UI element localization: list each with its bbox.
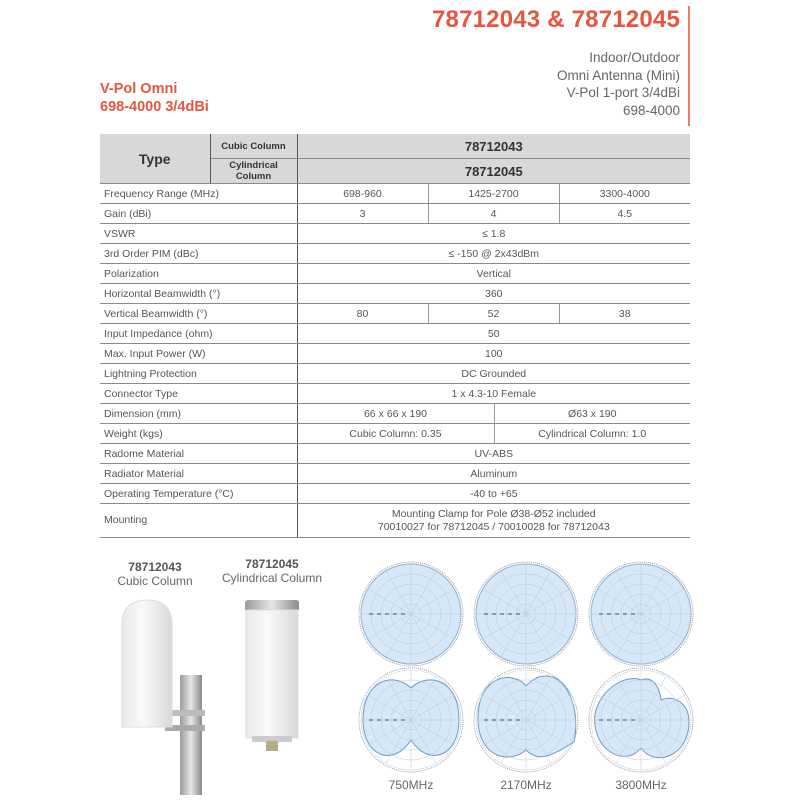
spec-label: Connector Type [100, 384, 297, 404]
product-name: Cubic Column [117, 574, 193, 588]
type-header: Type [100, 134, 210, 184]
vertical-pattern-plot [470, 664, 582, 776]
spec-row [100, 384, 690, 404]
spec-value [297, 504, 690, 538]
product-part-number: 78712043 [128, 560, 182, 574]
spec-value: DC Grounded [297, 364, 690, 384]
spec-value: Vertical [297, 264, 690, 284]
pattern-frequency-label: 750MHz [388, 778, 434, 792]
spec-value: 3300-4000 [559, 184, 690, 204]
part-number: 78712043 [297, 134, 690, 159]
product-cylindrical [212, 557, 332, 585]
spec-value: 66 x 66 x 190 [297, 404, 494, 424]
vertical-pattern-plot [355, 664, 467, 776]
description-line: 698-4000 [622, 102, 680, 118]
description-line: Indoor/Outdoor [589, 50, 680, 65]
spec-value: Cylindrical Column: 1.0 [494, 424, 690, 444]
mounting-line: 70010027 for 78712045 / 70010028 for 78712043 [377, 520, 610, 533]
spec-label: Vertical Beamwidth (°) [100, 304, 297, 324]
spec-value: 52 [428, 304, 559, 324]
spec-value: 50 [297, 324, 690, 344]
product-name: Cylindrical Column [221, 571, 323, 585]
spec-value: -40 to +65 [297, 484, 690, 504]
spec-value: 698-960 [297, 184, 428, 204]
product-subtitle [100, 80, 209, 116]
spec-row [100, 304, 690, 324]
page-title: 78712043 & 78712045 [431, 6, 680, 33]
spec-value: 360 [297, 284, 690, 304]
spec-value: 80 [297, 304, 428, 324]
spec-row [100, 504, 690, 538]
spec-row [100, 184, 690, 204]
spec-row [100, 364, 690, 384]
spec-row [100, 244, 690, 264]
spec-label: Gain (dBi) [100, 204, 297, 224]
spec-value: Cubic Column: 0.35 [297, 424, 494, 444]
vertical-pattern-plot [585, 664, 697, 776]
horizontal-pattern-plot [355, 558, 467, 670]
spec-label: Frequency Range (MHz) [100, 184, 297, 204]
spec-label: Max. Input Power (W) [100, 344, 297, 364]
spec-row [100, 264, 690, 284]
part-number: 78712045 [297, 159, 690, 184]
spec-value: ≤ -150 @ 2x43dBm [297, 244, 690, 264]
spec-value: 1425-2700 [428, 184, 559, 204]
spec-value: UV-ABS [297, 444, 690, 464]
spec-label: Polarization [100, 264, 297, 284]
product-description [557, 49, 680, 119]
spec-row [100, 444, 690, 464]
spec-value: 3 [297, 204, 428, 224]
spec-label: Lightning Protection [100, 364, 297, 384]
description-line: Omni Antenna (Mini) [556, 67, 680, 83]
spec-value: Ø63 x 190 [494, 404, 690, 424]
spec-row [100, 324, 690, 344]
cubic-antenna-image [110, 595, 210, 795]
product-cubic [100, 560, 210, 588]
horizontal-pattern-plot [585, 558, 697, 670]
spec-row [100, 484, 690, 504]
pattern-frequency-label: 3800MHz [615, 778, 667, 792]
spec-value: Aluminum [297, 464, 690, 484]
spec-row [100, 464, 690, 484]
horizontal-pattern-plot [470, 558, 582, 670]
spec-label: Horizontal Beamwidth (°) [100, 284, 297, 304]
spec-row [100, 344, 690, 364]
spec-label: Mounting [100, 504, 297, 538]
spec-value: 100 [297, 344, 690, 364]
spec-row [100, 404, 690, 424]
spec-label: Operating Temperature (°C) [100, 484, 297, 504]
spec-table [100, 134, 690, 538]
spec-row [100, 284, 690, 304]
subtitle-line: V-Pol Omni [100, 81, 178, 97]
spec-label: VSWR [100, 224, 297, 244]
spec-row [100, 424, 690, 444]
spec-value: 38 [559, 304, 690, 324]
subtitle-line: 698-4000 3/4dBi [100, 99, 209, 115]
spec-label: Input Impedance (ohm) [100, 324, 297, 344]
spec-value: 1 x 4.3-10 Female [297, 384, 690, 404]
spec-value: 4 [428, 204, 559, 224]
accent-divider [688, 6, 690, 126]
spec-value: 4.5 [559, 204, 690, 224]
type-name: Cylindrical Column [210, 159, 297, 184]
pattern-frequency-label: 2170MHz [500, 778, 552, 792]
spec-row [100, 224, 690, 244]
description-line: V-Pol 1-port 3/4dBi [566, 85, 680, 100]
spec-value: ≤ 1.8 [297, 224, 690, 244]
cylindrical-antenna-image [240, 598, 310, 758]
spec-label: Radome Material [100, 444, 297, 464]
type-row [100, 134, 690, 159]
spec-label: Dimension (mm) [100, 404, 297, 424]
product-part-number: 78712045 [245, 557, 299, 571]
spec-label: Weight (kgs) [100, 424, 297, 444]
spec-row [100, 204, 690, 224]
spec-label: Radiator Material [100, 464, 297, 484]
mounting-line: Mounting Clamp for Pole Ø38-Ø52 included [391, 507, 596, 520]
type-name: Cubic Column [210, 134, 297, 159]
spec-label: 3rd Order PIM (dBc) [100, 244, 297, 264]
